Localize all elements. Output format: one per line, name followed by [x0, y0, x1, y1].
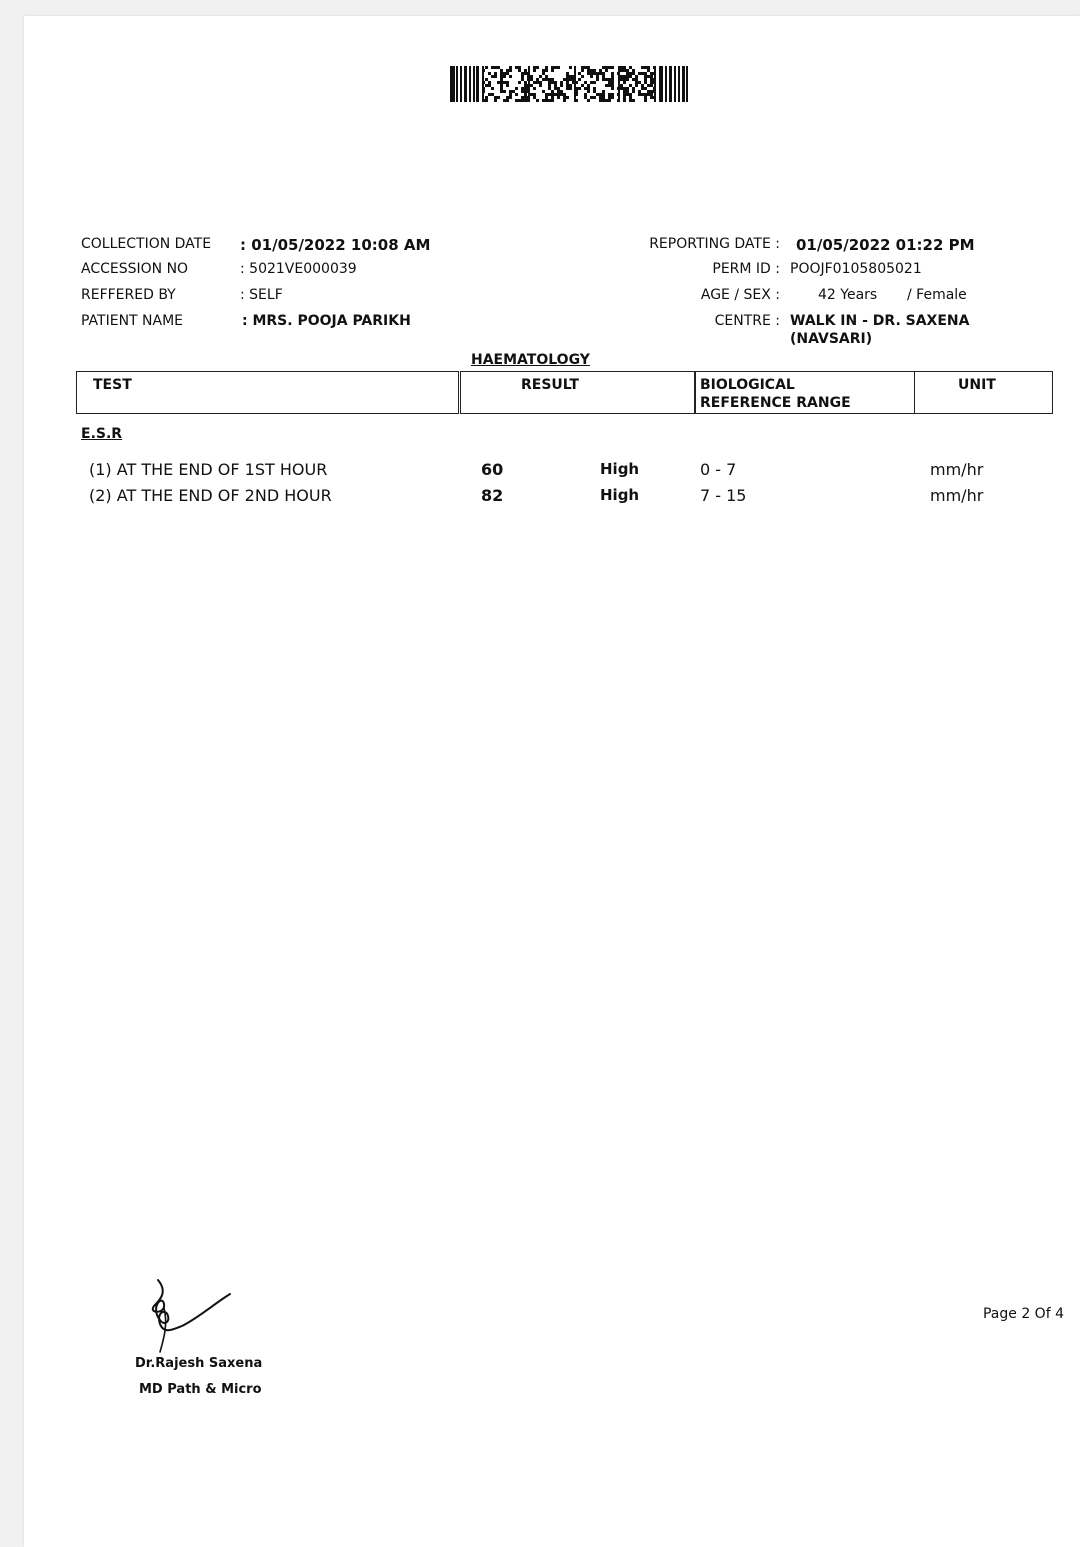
row-range: 7 - 15: [700, 486, 747, 505]
row-test: (1) AT THE END OF 1ST HOUR: [89, 460, 328, 479]
header-cell-result: [460, 371, 695, 414]
patient-label: PATIENT NAME: [81, 313, 184, 329]
centre-label: CENTRE :: [714, 313, 780, 329]
collection-date-value: : 01/05/2022 10:08 AM: [240, 236, 431, 254]
centre-value-line2: (NAVSARI): [790, 331, 873, 347]
age-sex-label: AGE / SEX :: [700, 287, 780, 303]
row-range: 0 - 7: [700, 460, 737, 479]
report-page: [24, 16, 1080, 1547]
col-unit-label: UNIT: [958, 377, 996, 393]
accession-label: ACCESSION NO: [81, 261, 189, 277]
signatory-qualification: MD Path & Micro: [139, 1382, 262, 1397]
referred-value: : SELF: [240, 287, 283, 303]
sex-value: / Female: [907, 287, 967, 303]
referred-label: REFFERED BY: [81, 287, 176, 303]
header-cell-unit: [914, 371, 1053, 414]
col-range-line1: BIOLOGICAL: [700, 377, 795, 393]
header-cell-range: [695, 371, 915, 414]
accession-value: : 5021VE000039: [240, 261, 357, 277]
patient-value: : MRS. POOJA PARIKH: [242, 313, 411, 329]
row-result: 60: [481, 460, 504, 479]
row-test: (2) AT THE END OF 2ND HOUR: [89, 486, 332, 505]
barcode-icon: [450, 66, 688, 102]
page-number: Page 2 Of 4: [982, 1306, 1064, 1322]
row-flag: High: [600, 460, 640, 478]
header-cell-test: [76, 371, 459, 414]
group-title: E.S.R: [81, 426, 123, 442]
row-unit: mm/hr: [930, 460, 984, 479]
perm-id-value: POOJF0105805021: [790, 261, 922, 277]
row-unit: mm/hr: [930, 486, 984, 505]
row-result: 82: [481, 486, 504, 505]
signatory-name: Dr.Rajesh Saxena: [135, 1356, 263, 1371]
col-range-line2: REFERENCE RANGE: [700, 395, 851, 411]
col-test-label: TEST: [93, 377, 132, 393]
age-value: 42 Years: [818, 287, 878, 303]
row-flag: High: [600, 486, 640, 504]
col-result-label: RESULT: [521, 377, 579, 393]
perm-id-label: PERM ID :: [712, 261, 780, 277]
signature-icon: [146, 1278, 232, 1354]
collection-date-label: COLLECTION DATE: [81, 236, 212, 252]
reporting-date-value: 01/05/2022 01:22 PM: [796, 236, 975, 254]
centre-value-line1: WALK IN - DR. SAXENA: [790, 313, 970, 329]
reporting-date-label: REPORTING DATE :: [649, 236, 780, 252]
section-title: HAEMATOLOGY: [471, 352, 590, 368]
